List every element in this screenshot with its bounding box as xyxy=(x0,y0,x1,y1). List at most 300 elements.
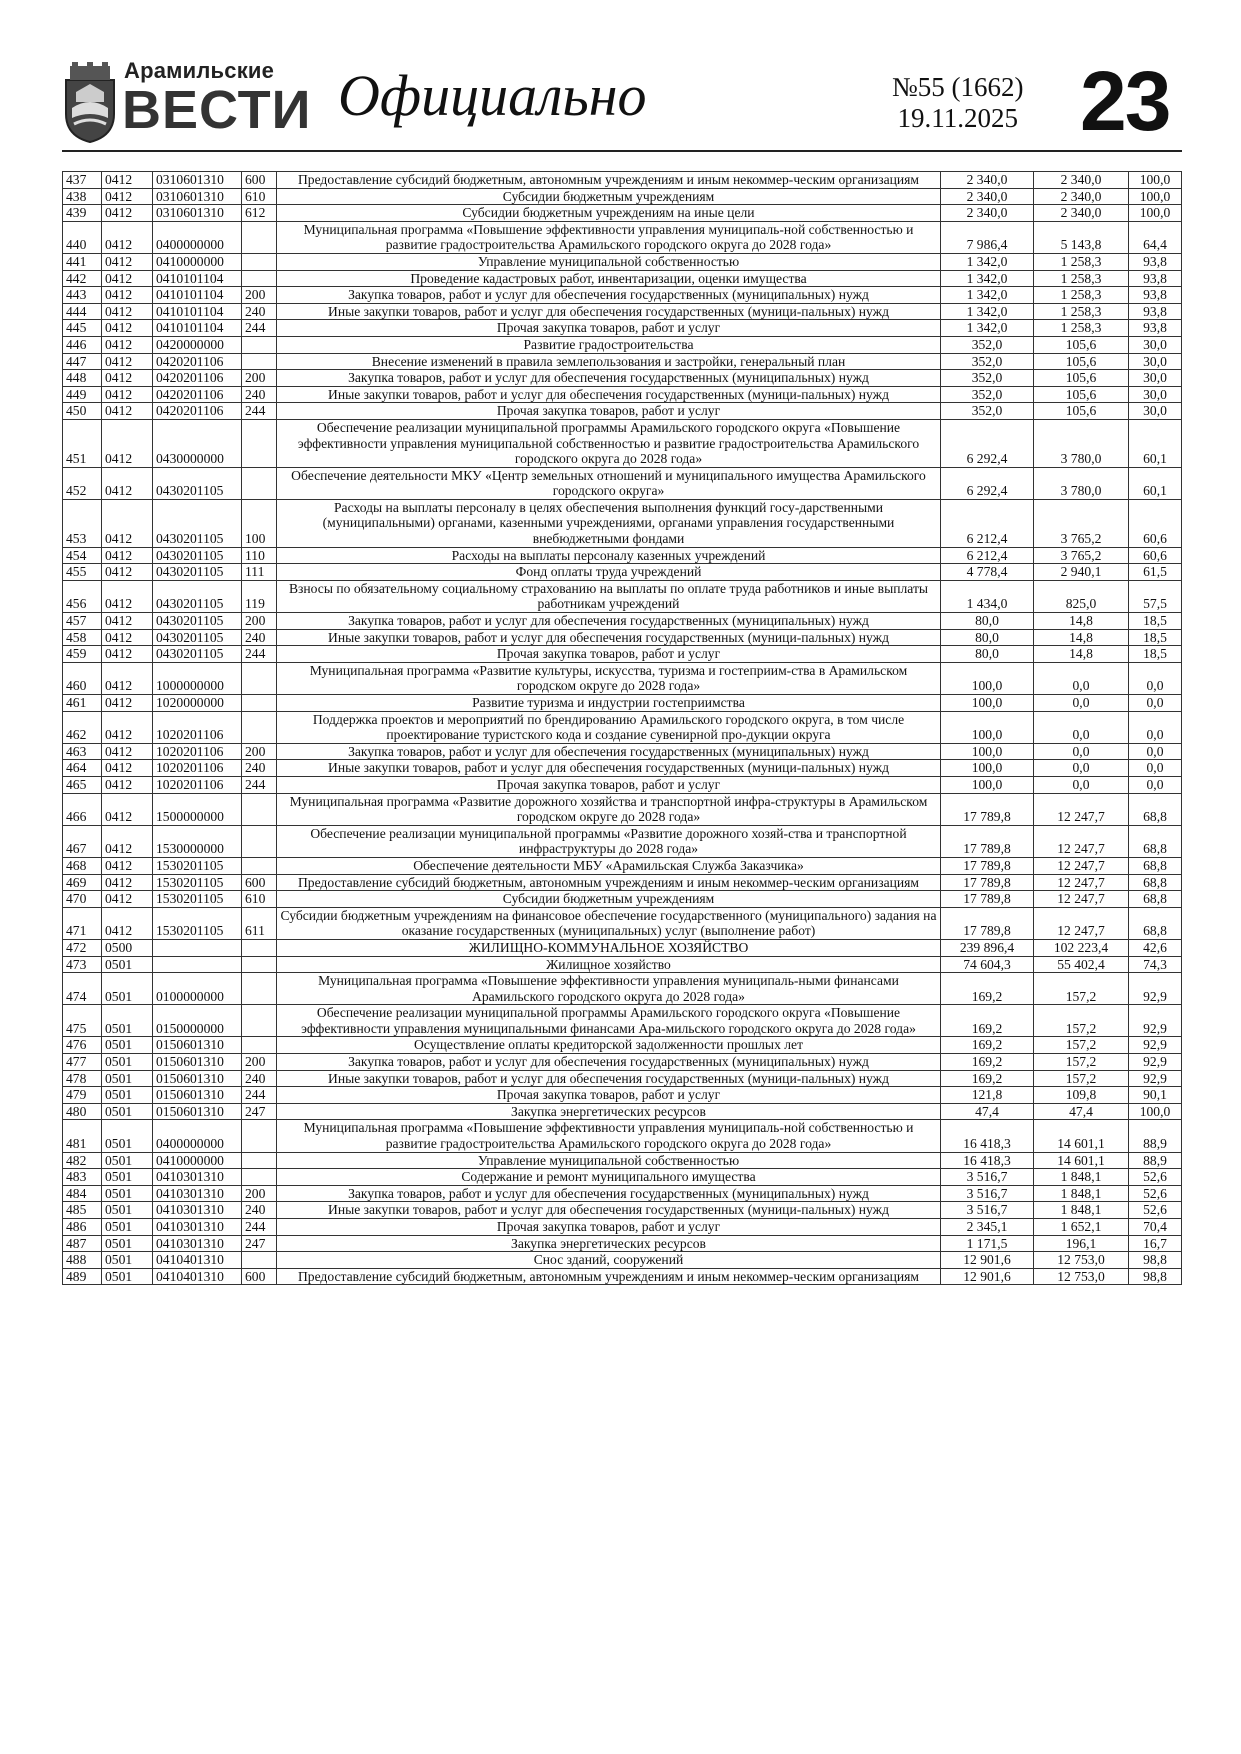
target-code-cell: 0410301310 xyxy=(153,1219,242,1236)
execution-percent-cell: 92,9 xyxy=(1129,1070,1182,1087)
planned-amount-cell: 17 789,8 xyxy=(941,793,1034,825)
expense-type-cell: 610 xyxy=(242,891,277,908)
row-number-cell: 452 xyxy=(63,467,102,499)
target-code-cell: 1020000000 xyxy=(153,695,242,712)
planned-amount-cell: 7 986,4 xyxy=(941,221,1034,253)
table-row xyxy=(63,857,1182,874)
executed-amount-cell: 14,8 xyxy=(1034,629,1129,646)
planned-amount-cell: 1 342,0 xyxy=(941,320,1034,337)
row-number-cell: 475 xyxy=(63,1005,102,1037)
expense-type-cell xyxy=(242,825,277,857)
target-code-cell: 0410101104 xyxy=(153,270,242,287)
executed-amount-cell: 3 780,0 xyxy=(1034,467,1129,499)
execution-percent-cell: 93,8 xyxy=(1129,253,1182,270)
newspaper-logo[interactable] xyxy=(62,58,312,148)
row-number-cell: 449 xyxy=(63,386,102,403)
header-divider xyxy=(62,150,1182,152)
item-name-cell: Муниципальная программа «Повышение эффективности управления муниципаль-ной собственностью и развитие градостроительства Арамильского городского округа до 2028 года» xyxy=(277,1120,941,1152)
item-name-cell: Закупка товаров, работ и услуг для обеспечения государственных (муниципальных) нужд xyxy=(277,613,941,630)
target-code-cell: 0400000000 xyxy=(153,1120,242,1152)
executed-amount-cell: 3 765,2 xyxy=(1034,547,1129,564)
row-number-cell: 445 xyxy=(63,320,102,337)
target-code-cell: 1530201105 xyxy=(153,891,242,908)
row-number-cell: 466 xyxy=(63,793,102,825)
execution-percent-cell: 0,0 xyxy=(1129,760,1182,777)
item-name-cell: Внесение изменений в правила землепользования и застройки, генеральный план xyxy=(277,353,941,370)
section-code-cell: 0412 xyxy=(102,564,153,581)
table-row xyxy=(63,1103,1182,1120)
target-code-cell: 0430000000 xyxy=(153,419,242,467)
section-code-cell: 0501 xyxy=(102,1087,153,1104)
table-row xyxy=(63,629,1182,646)
expense-type-cell: 244 xyxy=(242,1219,277,1236)
table-row xyxy=(63,1070,1182,1087)
item-name-cell: Субсидии бюджетным учреждениям xyxy=(277,188,941,205)
executed-amount-cell: 196,1 xyxy=(1034,1235,1129,1252)
row-number-cell: 457 xyxy=(63,613,102,630)
item-name-cell: Иные закупки товаров, работ и услуг для обеспечения государственных (муници-пальных) нужд xyxy=(277,629,941,646)
target-code-cell: 1000000000 xyxy=(153,662,242,694)
executed-amount-cell: 157,2 xyxy=(1034,973,1129,1005)
executed-amount-cell: 2 340,0 xyxy=(1034,172,1129,189)
execution-percent-cell: 74,3 xyxy=(1129,956,1182,973)
execution-percent-cell: 16,7 xyxy=(1129,1235,1182,1252)
row-number-cell: 448 xyxy=(63,370,102,387)
execution-percent-cell: 98,8 xyxy=(1129,1268,1182,1285)
table-row xyxy=(63,547,1182,564)
planned-amount-cell: 169,2 xyxy=(941,1070,1034,1087)
executed-amount-cell: 105,6 xyxy=(1034,336,1129,353)
expense-type-cell: 600 xyxy=(242,1268,277,1285)
planned-amount-cell: 352,0 xyxy=(941,336,1034,353)
city-crest-icon xyxy=(62,62,118,144)
brand-top-text: Арамильские xyxy=(124,58,275,83)
section-code-cell: 0501 xyxy=(102,1219,153,1236)
section-code-cell: 0412 xyxy=(102,467,153,499)
planned-amount-cell: 74 604,3 xyxy=(941,956,1034,973)
item-name-cell: Субсидии бюджетным учреждениям на финансовое обеспечение государственного (муниципального) задания на оказание государственных (муниципальных) услуг (выполнение работ) xyxy=(277,907,941,939)
executed-amount-cell: 1 848,1 xyxy=(1034,1185,1129,1202)
item-name-cell: Управление муниципальной собственностью xyxy=(277,1152,941,1169)
section-code-cell: 0501 xyxy=(102,956,153,973)
section-code-cell: 0412 xyxy=(102,743,153,760)
executed-amount-cell: 14,8 xyxy=(1034,613,1129,630)
item-name-cell: Закупка товаров, работ и услуг для обеспечения государственных (муниципальных) нужд xyxy=(277,370,941,387)
expense-type-cell xyxy=(242,467,277,499)
table-row xyxy=(63,270,1182,287)
table-row xyxy=(63,695,1182,712)
row-number-cell: 484 xyxy=(63,1185,102,1202)
executed-amount-cell: 1 258,3 xyxy=(1034,303,1129,320)
target-code-cell: 0150601310 xyxy=(153,1054,242,1071)
section-code-cell: 0501 xyxy=(102,1202,153,1219)
planned-amount-cell: 2 340,0 xyxy=(941,205,1034,222)
table-row xyxy=(63,467,1182,499)
item-name-cell: Закупка энергетических ресурсов xyxy=(277,1235,941,1252)
execution-percent-cell: 92,9 xyxy=(1129,973,1182,1005)
item-name-cell: Закупка товаров, работ и услуг для обеспечения государственных (муниципальных) нужд xyxy=(277,743,941,760)
section-code-cell: 0412 xyxy=(102,891,153,908)
section-code-cell: 0501 xyxy=(102,1169,153,1186)
expense-type-cell xyxy=(242,1152,277,1169)
execution-percent-cell: 68,8 xyxy=(1129,793,1182,825)
planned-amount-cell: 2 340,0 xyxy=(941,188,1034,205)
planned-amount-cell: 239 896,4 xyxy=(941,939,1034,956)
section-code-cell: 0412 xyxy=(102,370,153,387)
expense-type-cell: 240 xyxy=(242,386,277,403)
planned-amount-cell: 1 342,0 xyxy=(941,270,1034,287)
expense-type-cell: 200 xyxy=(242,370,277,387)
row-number-cell: 462 xyxy=(63,711,102,743)
expense-type-cell xyxy=(242,939,277,956)
table-row xyxy=(63,1252,1182,1269)
section-code-cell: 0501 xyxy=(102,1185,153,1202)
section-code-cell: 0412 xyxy=(102,629,153,646)
expense-type-cell: 244 xyxy=(242,646,277,663)
executed-amount-cell: 14 601,1 xyxy=(1034,1120,1129,1152)
section-code-cell: 0412 xyxy=(102,353,153,370)
execution-percent-cell: 60,6 xyxy=(1129,547,1182,564)
row-number-cell: 473 xyxy=(63,956,102,973)
planned-amount-cell: 6 212,4 xyxy=(941,547,1034,564)
planned-amount-cell: 3 516,7 xyxy=(941,1202,1034,1219)
executed-amount-cell: 12 753,0 xyxy=(1034,1252,1129,1269)
row-number-cell: 480 xyxy=(63,1103,102,1120)
executed-amount-cell: 0,0 xyxy=(1034,776,1129,793)
item-name-cell: Муниципальная программа «Повышение эффективности управления муниципаль-ными финансами Арамильского городского округа до 2028 года» xyxy=(277,973,941,1005)
execution-percent-cell: 100,0 xyxy=(1129,205,1182,222)
item-name-cell: Закупка товаров, работ и услуг для обеспечения государственных (муниципальных) нужд xyxy=(277,1185,941,1202)
planned-amount-cell: 2 340,0 xyxy=(941,172,1034,189)
expense-type-cell xyxy=(242,1037,277,1054)
section-title: Официально xyxy=(338,63,647,128)
target-code-cell: 0310601310 xyxy=(153,188,242,205)
expense-type-cell: 200 xyxy=(242,287,277,304)
section-code-cell: 0412 xyxy=(102,253,153,270)
table-row xyxy=(63,336,1182,353)
target-code-cell: 0410401310 xyxy=(153,1252,242,1269)
row-number-cell: 437 xyxy=(63,172,102,189)
target-code-cell: 0310601310 xyxy=(153,172,242,189)
row-number-cell: 461 xyxy=(63,695,102,712)
execution-percent-cell: 88,9 xyxy=(1129,1120,1182,1152)
executed-amount-cell: 5 143,8 xyxy=(1034,221,1129,253)
execution-percent-cell: 93,8 xyxy=(1129,320,1182,337)
section-code-cell: 0501 xyxy=(102,973,153,1005)
executed-amount-cell: 2 340,0 xyxy=(1034,188,1129,205)
execution-percent-cell: 52,6 xyxy=(1129,1202,1182,1219)
table-row xyxy=(63,1202,1182,1219)
target-code-cell: 0430201105 xyxy=(153,629,242,646)
item-name-cell: Иные закупки товаров, работ и услуг для обеспечения государственных (муници-пальных) нужд xyxy=(277,1070,941,1087)
executed-amount-cell: 1 848,1 xyxy=(1034,1169,1129,1186)
row-number-cell: 456 xyxy=(63,580,102,612)
execution-percent-cell: 30,0 xyxy=(1129,353,1182,370)
execution-percent-cell: 68,8 xyxy=(1129,825,1182,857)
expense-type-cell: 240 xyxy=(242,760,277,777)
section-code-cell: 0501 xyxy=(102,1037,153,1054)
execution-percent-cell: 92,9 xyxy=(1129,1005,1182,1037)
table-row xyxy=(63,320,1182,337)
item-name-cell: Фонд оплаты труда учреждений xyxy=(277,564,941,581)
table-row xyxy=(63,760,1182,777)
row-number-cell: 472 xyxy=(63,939,102,956)
section-code-cell: 0412 xyxy=(102,907,153,939)
planned-amount-cell: 1 342,0 xyxy=(941,287,1034,304)
item-name-cell: Иные закупки товаров, работ и услуг для обеспечения государственных (муници-пальных) нужд xyxy=(277,303,941,320)
execution-percent-cell: 18,5 xyxy=(1129,613,1182,630)
expense-type-cell: 200 xyxy=(242,1185,277,1202)
expense-type-cell: 244 xyxy=(242,320,277,337)
section-code-cell: 0412 xyxy=(102,172,153,189)
execution-percent-cell: 0,0 xyxy=(1129,743,1182,760)
expense-type-cell: 100 xyxy=(242,499,277,547)
section-code-cell: 0412 xyxy=(102,874,153,891)
row-number-cell: 455 xyxy=(63,564,102,581)
target-code-cell: 1530201105 xyxy=(153,874,242,891)
executed-amount-cell: 105,6 xyxy=(1034,403,1129,420)
execution-percent-cell: 98,8 xyxy=(1129,1252,1182,1269)
table-row xyxy=(63,253,1182,270)
section-code-cell: 0412 xyxy=(102,499,153,547)
table-row xyxy=(63,743,1182,760)
row-number-cell: 479 xyxy=(63,1087,102,1104)
item-name-cell: Прочая закупка товаров, работ и услуг xyxy=(277,646,941,663)
budget-table-body xyxy=(63,172,1182,1285)
table-row xyxy=(63,205,1182,222)
execution-percent-cell: 92,9 xyxy=(1129,1037,1182,1054)
item-name-cell: Муниципальная программа «Развитие дорожного хозяйства и транспортной инфра-структуры в Арамильском городском округе до 2028 года» xyxy=(277,793,941,825)
expense-type-cell: 200 xyxy=(242,613,277,630)
execution-percent-cell: 30,0 xyxy=(1129,386,1182,403)
table-row xyxy=(63,1087,1182,1104)
executed-amount-cell: 3 780,0 xyxy=(1034,419,1129,467)
item-name-cell: Прочая закупка товаров, работ и услуг xyxy=(277,776,941,793)
section-code-cell: 0412 xyxy=(102,695,153,712)
row-number-cell: 471 xyxy=(63,907,102,939)
row-number-cell: 474 xyxy=(63,973,102,1005)
row-number-cell: 460 xyxy=(63,662,102,694)
execution-percent-cell: 61,5 xyxy=(1129,564,1182,581)
row-number-cell: 477 xyxy=(63,1054,102,1071)
planned-amount-cell: 1 342,0 xyxy=(941,303,1034,320)
execution-percent-cell: 92,9 xyxy=(1129,1054,1182,1071)
planned-amount-cell: 17 789,8 xyxy=(941,907,1034,939)
expense-type-cell: 240 xyxy=(242,1070,277,1087)
section-code-cell: 0412 xyxy=(102,711,153,743)
item-name-cell: Муниципальная программа «Повышение эффективности управления муниципаль-ной собственностью и развитие градостроительства Арамильского городского округа до 2028 года» xyxy=(277,221,941,253)
executed-amount-cell: 47,4 xyxy=(1034,1103,1129,1120)
target-code-cell: 0410101104 xyxy=(153,303,242,320)
executed-amount-cell: 12 247,7 xyxy=(1034,825,1129,857)
section-code-cell: 0412 xyxy=(102,320,153,337)
planned-amount-cell: 6 292,4 xyxy=(941,419,1034,467)
row-number-cell: 465 xyxy=(63,776,102,793)
target-code-cell: 0400000000 xyxy=(153,221,242,253)
row-number-cell: 467 xyxy=(63,825,102,857)
target-code-cell: 0430201105 xyxy=(153,564,242,581)
executed-amount-cell: 0,0 xyxy=(1034,662,1129,694)
table-row xyxy=(63,403,1182,420)
target-code-cell: 0410000000 xyxy=(153,253,242,270)
row-number-cell: 476 xyxy=(63,1037,102,1054)
item-name-cell: Иные закупки товаров, работ и услуг для обеспечения государственных (муници-пальных) нужд xyxy=(277,1202,941,1219)
expense-type-cell xyxy=(242,270,277,287)
row-number-cell: 441 xyxy=(63,253,102,270)
item-name-cell: Иные закупки товаров, работ и услуг для обеспечения государственных (муници-пальных) нужд xyxy=(277,386,941,403)
row-number-cell: 447 xyxy=(63,353,102,370)
expense-type-cell: 600 xyxy=(242,874,277,891)
table-row xyxy=(63,287,1182,304)
target-code-cell: 1530201105 xyxy=(153,907,242,939)
expense-type-cell: 244 xyxy=(242,403,277,420)
target-code-cell: 0410301310 xyxy=(153,1169,242,1186)
row-number-cell: 450 xyxy=(63,403,102,420)
section-code-cell: 0501 xyxy=(102,1152,153,1169)
executed-amount-cell: 1 848,1 xyxy=(1034,1202,1129,1219)
item-name-cell: Предоставление субсидий бюджетным, автономным учреждениям и иным некоммер-ческим организациям xyxy=(277,874,941,891)
expense-type-cell xyxy=(242,956,277,973)
executed-amount-cell: 2 340,0 xyxy=(1034,205,1129,222)
table-row xyxy=(63,580,1182,612)
page-number: 23 xyxy=(1080,54,1170,148)
item-name-cell: Обеспечение реализации муниципальной программы «Развитие дорожного хозяй-ства и транспортной инфраструктуры до 2028 года» xyxy=(277,825,941,857)
section-code-cell: 0501 xyxy=(102,1005,153,1037)
expense-type-cell: 244 xyxy=(242,1087,277,1104)
executed-amount-cell: 55 402,4 xyxy=(1034,956,1129,973)
table-row xyxy=(63,973,1182,1005)
table-row xyxy=(63,1054,1182,1071)
planned-amount-cell: 352,0 xyxy=(941,370,1034,387)
executed-amount-cell: 105,6 xyxy=(1034,386,1129,403)
expense-type-cell: 111 xyxy=(242,564,277,581)
target-code-cell: 0150000000 xyxy=(153,1005,242,1037)
expense-type-cell xyxy=(242,695,277,712)
section-code-cell: 0412 xyxy=(102,270,153,287)
table-row xyxy=(63,499,1182,547)
target-code-cell: 0420201106 xyxy=(153,403,242,420)
target-code-cell: 0420000000 xyxy=(153,336,242,353)
row-number-cell: 454 xyxy=(63,547,102,564)
table-row xyxy=(63,1037,1182,1054)
target-code-cell: 1020201106 xyxy=(153,743,242,760)
row-number-cell: 458 xyxy=(63,629,102,646)
executed-amount-cell: 1 258,3 xyxy=(1034,320,1129,337)
planned-amount-cell: 100,0 xyxy=(941,711,1034,743)
planned-amount-cell: 6 292,4 xyxy=(941,467,1034,499)
section-code-cell: 0412 xyxy=(102,825,153,857)
expense-type-cell xyxy=(242,1169,277,1186)
executed-amount-cell: 0,0 xyxy=(1034,760,1129,777)
target-code-cell: 0430201105 xyxy=(153,580,242,612)
table-row xyxy=(63,1005,1182,1037)
expense-type-cell xyxy=(242,221,277,253)
target-code-cell: 1530201105 xyxy=(153,857,242,874)
planned-amount-cell: 6 212,4 xyxy=(941,499,1034,547)
planned-amount-cell: 100,0 xyxy=(941,776,1034,793)
target-code-cell: 1020201106 xyxy=(153,760,242,777)
execution-percent-cell: 30,0 xyxy=(1129,336,1182,353)
executed-amount-cell: 1 652,1 xyxy=(1034,1219,1129,1236)
expense-type-cell xyxy=(242,711,277,743)
executed-amount-cell: 157,2 xyxy=(1034,1037,1129,1054)
execution-percent-cell: 88,9 xyxy=(1129,1152,1182,1169)
executed-amount-cell: 12 247,7 xyxy=(1034,907,1129,939)
executed-amount-cell: 1 258,3 xyxy=(1034,253,1129,270)
item-name-cell: Закупка товаров, работ и услуг для обеспечения государственных (муниципальных) нужд xyxy=(277,1054,941,1071)
item-name-cell: Расходы на выплаты персоналу в целях обеспечения выполнения функций госу-дарственными (муниципальными) органами, казенными учреждениями, органами управления государственными внебюджетными фондами xyxy=(277,499,941,547)
target-code-cell: 0430201105 xyxy=(153,467,242,499)
section-code-cell: 0501 xyxy=(102,1054,153,1071)
section-code-cell: 0501 xyxy=(102,1268,153,1285)
row-number-cell: 438 xyxy=(63,188,102,205)
row-number-cell: 464 xyxy=(63,760,102,777)
row-number-cell: 451 xyxy=(63,419,102,467)
item-name-cell: Обеспечение деятельности МБУ «Арамильская Служба Заказчика» xyxy=(277,857,941,874)
expense-type-cell xyxy=(242,336,277,353)
item-name-cell: ЖИЛИЩНО-КОММУНАЛЬНОЕ ХОЗЯЙСТВО xyxy=(277,939,941,956)
executed-amount-cell: 157,2 xyxy=(1034,1005,1129,1037)
execution-percent-cell: 30,0 xyxy=(1129,370,1182,387)
expense-type-cell: 244 xyxy=(242,776,277,793)
expense-type-cell xyxy=(242,1120,277,1152)
expense-type-cell: 247 xyxy=(242,1235,277,1252)
target-code-cell: 0410401310 xyxy=(153,1268,242,1285)
row-number-cell: 478 xyxy=(63,1070,102,1087)
expense-type-cell: 600 xyxy=(242,172,277,189)
planned-amount-cell: 169,2 xyxy=(941,1037,1034,1054)
item-name-cell: Иные закупки товаров, работ и услуг для обеспечения государственных (муници-пальных) нужд xyxy=(277,760,941,777)
planned-amount-cell: 169,2 xyxy=(941,973,1034,1005)
execution-percent-cell: 60,6 xyxy=(1129,499,1182,547)
executed-amount-cell: 12 247,7 xyxy=(1034,793,1129,825)
execution-percent-cell: 0,0 xyxy=(1129,776,1182,793)
table-row xyxy=(63,793,1182,825)
target-code-cell: 0420201106 xyxy=(153,370,242,387)
expense-type-cell xyxy=(242,793,277,825)
target-code-cell: 1500000000 xyxy=(153,793,242,825)
execution-percent-cell: 52,6 xyxy=(1129,1185,1182,1202)
target-code-cell: 1020201106 xyxy=(153,776,242,793)
execution-percent-cell: 64,4 xyxy=(1129,221,1182,253)
item-name-cell: Муниципальная программа «Развитие культуры, искусства, туризма и гостеприим-ства в Арамильском городском округе до 2028 года» xyxy=(277,662,941,694)
target-code-cell: 0420201106 xyxy=(153,386,242,403)
item-name-cell: Субсидии бюджетным учреждениям на иные цели xyxy=(277,205,941,222)
table-row xyxy=(63,1169,1182,1186)
target-code-cell: 1020201106 xyxy=(153,711,242,743)
execution-percent-cell: 90,1 xyxy=(1129,1087,1182,1104)
row-number-cell: 487 xyxy=(63,1235,102,1252)
section-code-cell: 0412 xyxy=(102,287,153,304)
section-code-cell: 0501 xyxy=(102,1252,153,1269)
expense-type-cell: 247 xyxy=(242,1103,277,1120)
row-number-cell: 442 xyxy=(63,270,102,287)
brand-main-text: ВЕСТИ xyxy=(122,80,312,140)
section-code-cell: 0412 xyxy=(102,221,153,253)
item-name-cell: Взносы по обязательному социальному страхованию на выплаты по оплате труда работников и иные выплаты работникам учреждений xyxy=(277,580,941,612)
execution-percent-cell: 60,1 xyxy=(1129,419,1182,467)
row-number-cell: 488 xyxy=(63,1252,102,1269)
table-row xyxy=(63,711,1182,743)
item-name-cell: Закупка товаров, работ и услуг для обеспечения государственных (муниципальных) нужд xyxy=(277,287,941,304)
execution-percent-cell: 0,0 xyxy=(1129,711,1182,743)
executed-amount-cell: 157,2 xyxy=(1034,1054,1129,1071)
row-number-cell: 444 xyxy=(63,303,102,320)
planned-amount-cell: 4 778,4 xyxy=(941,564,1034,581)
table-row xyxy=(63,370,1182,387)
executed-amount-cell: 12 247,7 xyxy=(1034,891,1129,908)
execution-percent-cell: 57,5 xyxy=(1129,580,1182,612)
